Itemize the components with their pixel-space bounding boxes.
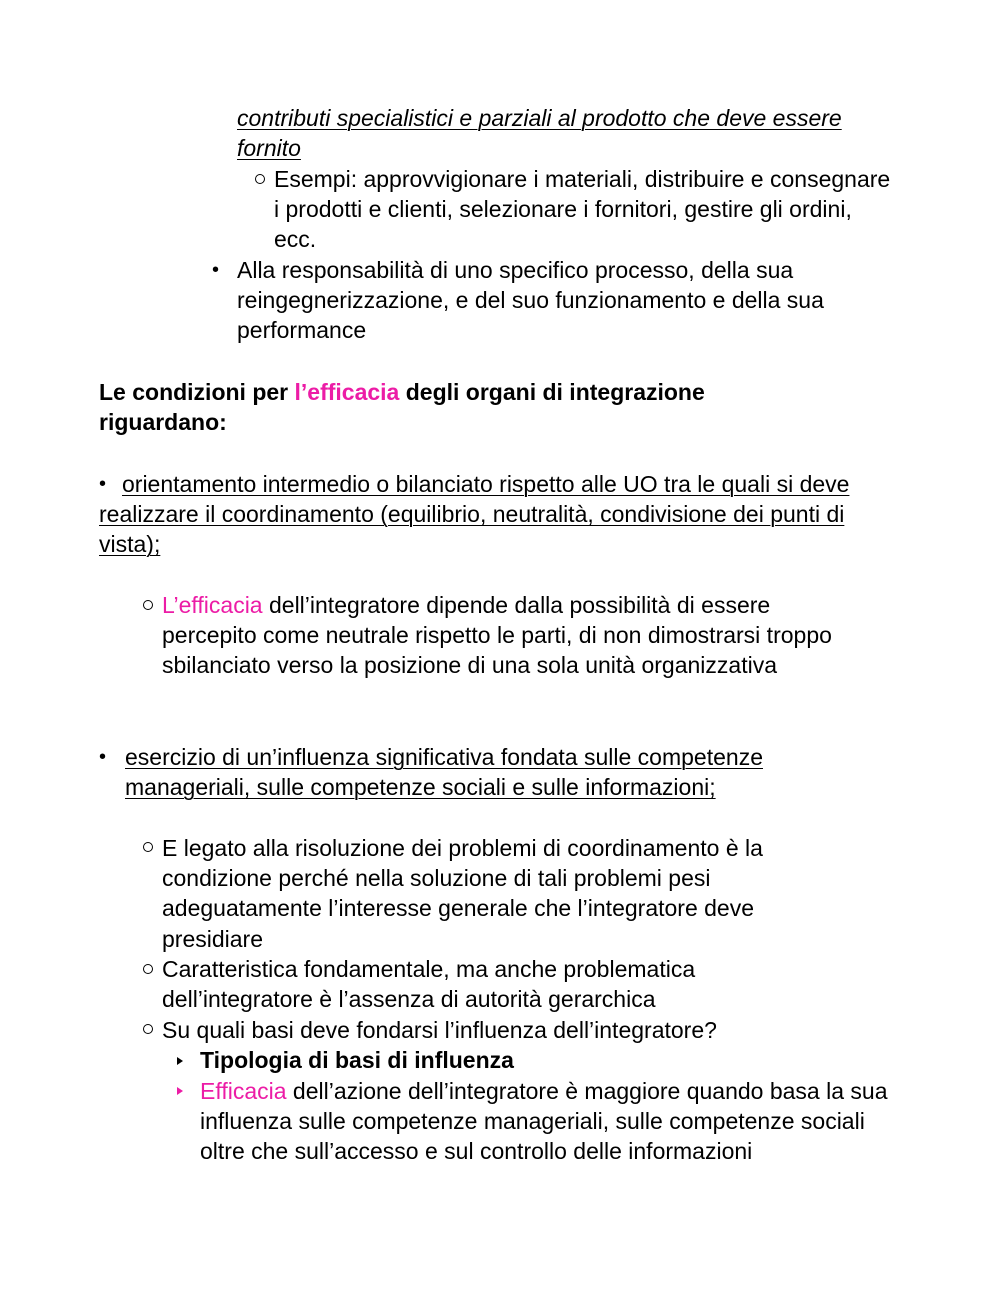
triangle-bullet-icon bbox=[177, 1087, 183, 1095]
heading-after: degli organi di integrazione riguardano: bbox=[99, 379, 705, 436]
condition-2-sub-2: Caratteristica fondamentale, ma anche problematica dell’integratore è l’assenza di autorità gerarchica bbox=[162, 956, 696, 1013]
section-heading bbox=[99, 377, 819, 437]
condition-2-sub-3-b bbox=[200, 1076, 905, 1167]
condition-2-sub-3-b-rest: dell’azione dell’integratore è maggiore quando basa la sua influenza sulle competenze manageriali, sulle competenze sociali oltre che sull’accesso e sul controllo delle informazioni bbox=[200, 1078, 888, 1165]
triangle-bullet-icon bbox=[177, 1057, 183, 1065]
condition-1-sub bbox=[162, 590, 862, 681]
circle-bullet-icon bbox=[143, 1024, 153, 1034]
condition-2-text: esercizio di un’influenza significativa fondata sulle competenze manageriali, sulle competenze sociali e sulle informazioni; bbox=[125, 744, 763, 801]
condition-1-sub-highlight: L’efficacia bbox=[162, 592, 263, 618]
condition-2-sub-3-a: Tipologia di basi di influenza bbox=[200, 1047, 514, 1073]
condition-2-sub-3-b-highlight: Efficacia bbox=[200, 1078, 287, 1104]
condition-2-sub-3: Su quali basi deve fondarsi l’influenza dell’integratore? bbox=[162, 1017, 717, 1043]
circle-bullet-icon bbox=[143, 842, 153, 852]
condition-1-sub-rest: dell’integratore dipende dalla possibilità di essere percepito come neutrale rispetto le parti, di non dimostrarsi troppo sbilanciato verso la posizione di una sola unità organizzativa bbox=[162, 592, 832, 679]
process-item: Alla responsabilità di uno specifico processo, della sua reingegnerizzazione, e del suo funzionamento e della sua performance bbox=[237, 257, 824, 344]
heading-highlight: l’efficacia bbox=[294, 379, 400, 405]
continuation-text: contributi specialistici e parziali al prodotto che deve essere fornito bbox=[237, 105, 842, 162]
condition-1-text: orientamento intermedio o bilanciato rispetto alle UO tra le quali si deve realizzare il coordinamento (equilibrio, neutralità, condivisione dei punti di vista); bbox=[99, 471, 850, 558]
condition-2-sub-1: E legato alla risoluzione dei problemi di coordinamento è la condizione perché nella soluzione di tali problemi pesi adeguatamente l’interesse generale che l’integratore deve presidiare bbox=[162, 835, 763, 952]
circle-bullet-icon bbox=[255, 174, 265, 184]
heading-before: Le condizioni per bbox=[99, 379, 295, 405]
dot-bullet-icon: • bbox=[212, 259, 220, 281]
examples-item: Esempi: approvvigionare i materiali, distribuire e consegnare i prodotti e clienti, selezionare i fornitori, gestire gli ordini, ecc. bbox=[274, 166, 891, 253]
circle-bullet-icon bbox=[143, 600, 153, 610]
dot-bullet-icon: • bbox=[99, 473, 107, 495]
dot-bullet-icon: • bbox=[99, 746, 107, 768]
circle-bullet-icon bbox=[143, 964, 153, 974]
